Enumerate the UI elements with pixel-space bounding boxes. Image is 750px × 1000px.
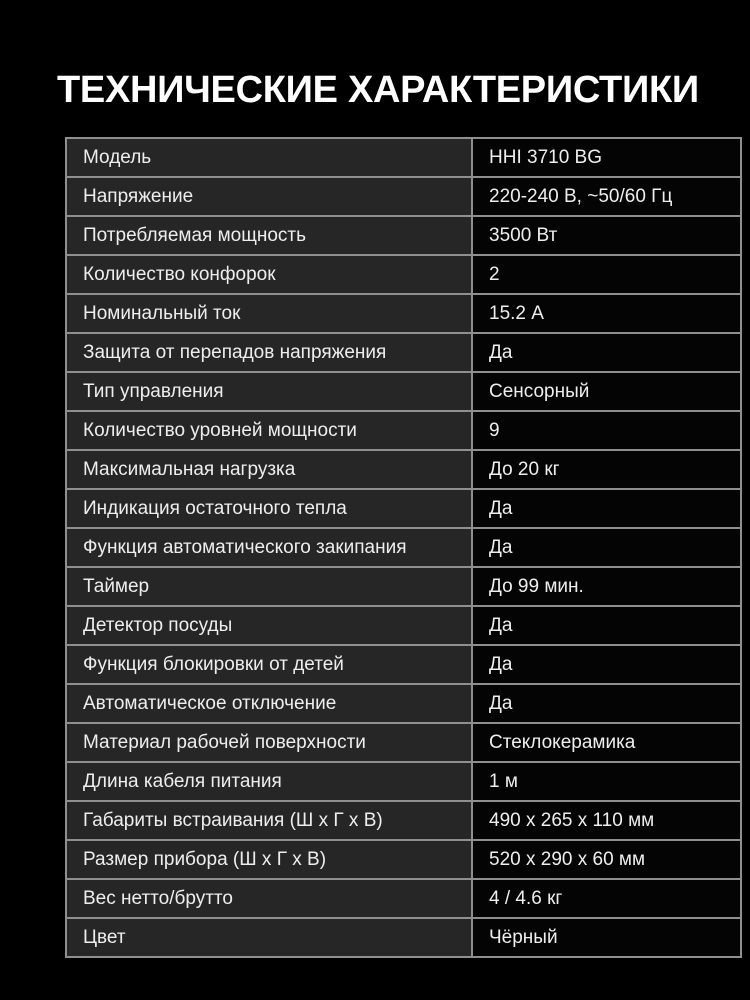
table-row	[66, 840, 741, 879]
spec-label: Потребляемая мощность	[66, 216, 472, 255]
spec-label: Тип управления	[66, 372, 472, 411]
spec-label: Материал рабочей поверхности	[66, 723, 472, 762]
spec-label: Функция блокировки от детей	[66, 645, 472, 684]
table-row	[66, 450, 741, 489]
spec-value: Да	[472, 684, 741, 723]
specs-table	[65, 137, 742, 958]
spec-label: Длина кабеля питания	[66, 762, 472, 801]
spec-value: 2	[472, 255, 741, 294]
spec-value: Да	[472, 606, 741, 645]
spec-value: Сенсорный	[472, 372, 741, 411]
spec-label: Габариты встраивания (Ш х Г х В)	[66, 801, 472, 840]
spec-value: До 99 мин.	[472, 567, 741, 606]
table-row	[66, 528, 741, 567]
spec-value: 9	[472, 411, 741, 450]
spec-value: Стеклокерамика	[472, 723, 741, 762]
table-row	[66, 216, 741, 255]
table-row	[66, 294, 741, 333]
table-row	[66, 372, 741, 411]
spec-label: Количество конфорок	[66, 255, 472, 294]
spec-label: Автоматическое отключение	[66, 684, 472, 723]
specs-table-body	[66, 138, 741, 957]
table-row	[66, 762, 741, 801]
page-title: ТЕХНИЧЕСКИЕ ХАРАКТЕРИСТИКИ	[57, 69, 699, 111]
spec-value: 1 м	[472, 762, 741, 801]
spec-value: 220-240 В, ~50/60 Гц	[472, 177, 741, 216]
spec-value: Да	[472, 528, 741, 567]
table-row	[66, 255, 741, 294]
table-row	[66, 489, 741, 528]
table-row	[66, 801, 741, 840]
table-row	[66, 684, 741, 723]
spec-value: 4 / 4.6 кг	[472, 879, 741, 918]
table-row	[66, 918, 741, 957]
spec-label: Функция автоматического закипания	[66, 528, 472, 567]
table-row	[66, 138, 741, 177]
spec-value: 15.2 А	[472, 294, 741, 333]
table-row	[66, 645, 741, 684]
table-row	[66, 177, 741, 216]
spec-label: Размер прибора (Ш х Г х В)	[66, 840, 472, 879]
spec-label: Цвет	[66, 918, 472, 957]
table-row	[66, 879, 741, 918]
spec-label: Таймер	[66, 567, 472, 606]
table-row	[66, 333, 741, 372]
spec-value: Да	[472, 333, 741, 372]
table-row	[66, 606, 741, 645]
spec-label: Напряжение	[66, 177, 472, 216]
spec-value: 490 х 265 х 110 мм	[472, 801, 741, 840]
spec-label: Номинальный ток	[66, 294, 472, 333]
table-row	[66, 723, 741, 762]
spec-label: Индикация остаточного тепла	[66, 489, 472, 528]
spec-value: Да	[472, 489, 741, 528]
table-row	[66, 411, 741, 450]
spec-label: Детектор посуды	[66, 606, 472, 645]
spec-value: Да	[472, 645, 741, 684]
spec-value: Чёрный	[472, 918, 741, 957]
spec-value: 3500 Вт	[472, 216, 741, 255]
spec-value: 520 х 290 х 60 мм	[472, 840, 741, 879]
table-row	[66, 567, 741, 606]
spec-label: Модель	[66, 138, 472, 177]
spec-label: Защита от перепадов напряжения	[66, 333, 472, 372]
spec-label: Количество уровней мощности	[66, 411, 472, 450]
spec-value: До 20 кг	[472, 450, 741, 489]
spec-label: Вес нетто/брутто	[66, 879, 472, 918]
spec-value: HHI 3710 BG	[472, 138, 741, 177]
spec-label: Максимальная нагрузка	[66, 450, 472, 489]
